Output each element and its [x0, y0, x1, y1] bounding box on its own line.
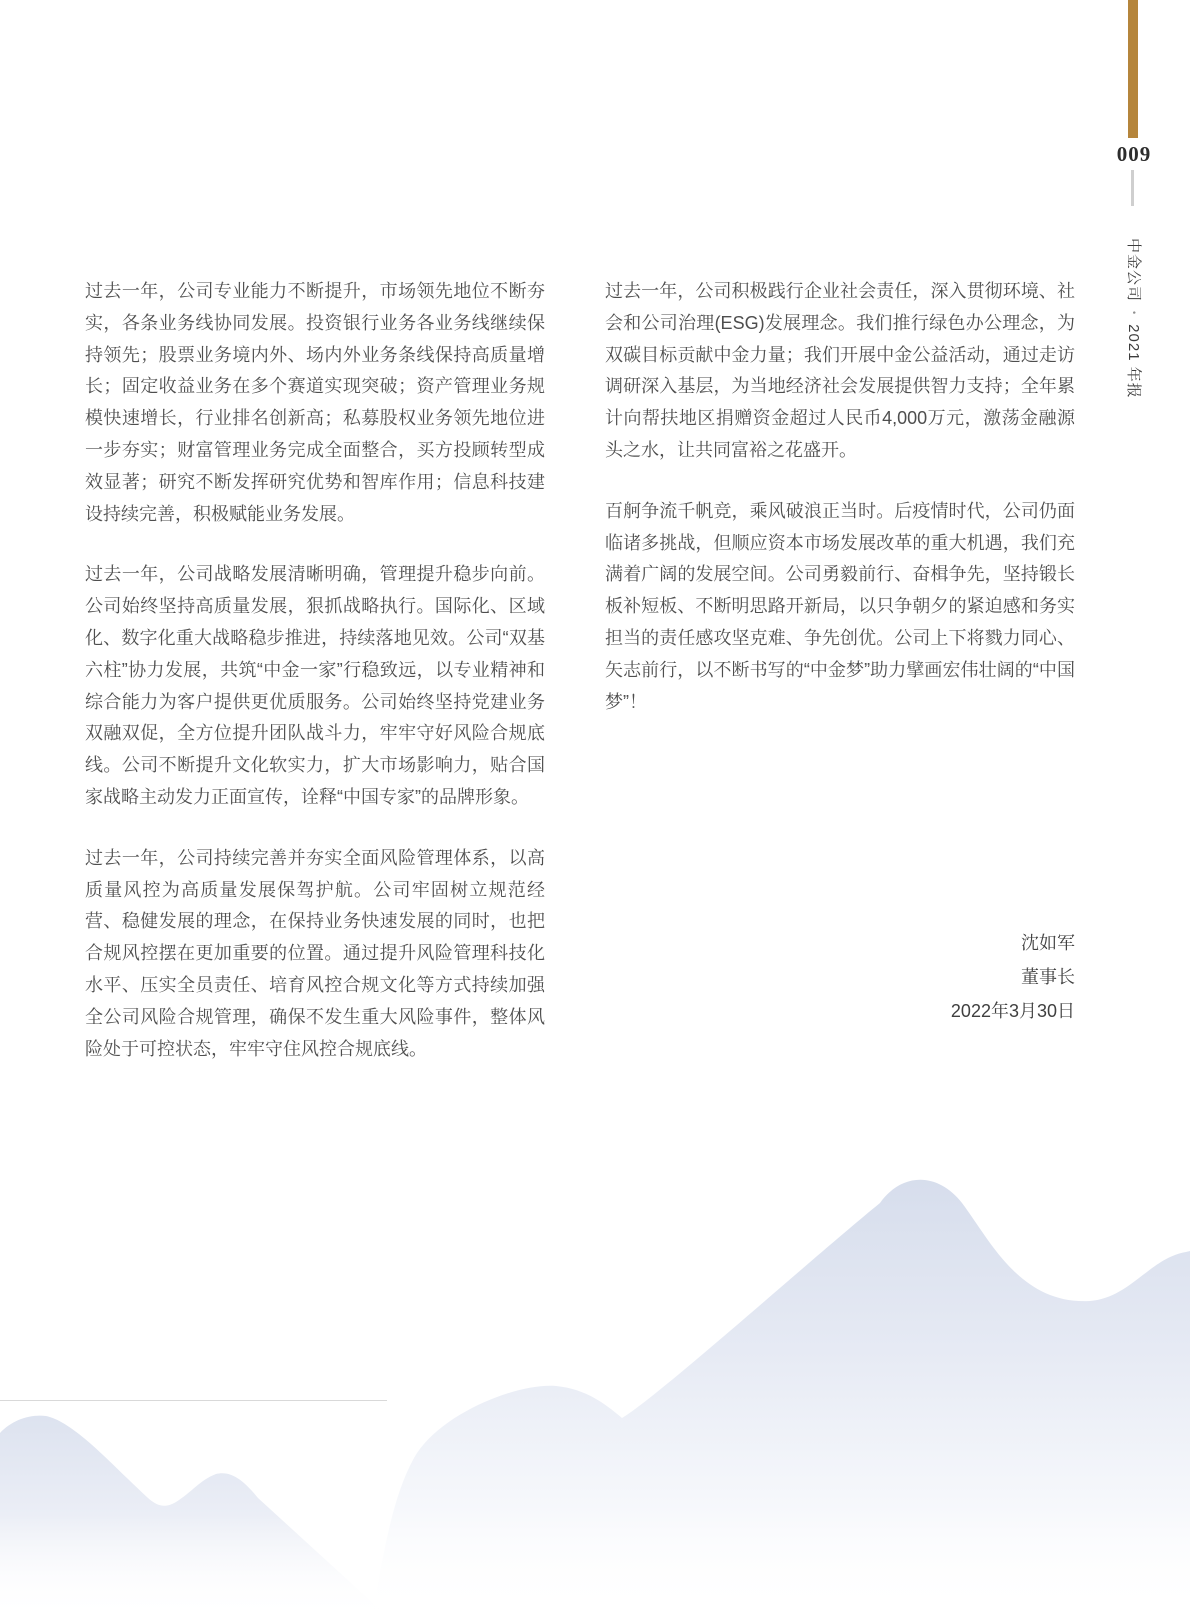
paragraph: 百舸争流千帆竞，乘风破浪正当时。后疫情时代，公司仍面临诸多挑战，但顺应资本市场发展改革的重大机遇，我们充满着广阔的发展空间。公司勇毅前行、奋楫争先，坚持锻长板补短板、不断明思路开新局，以只争朝夕的紧迫感和务实担当的责任感攻坚克难、争先创优。公司上下将戮力同心、矢志前行，以不断书写的“中金梦”助力擘画宏伟壮阔的“中国梦”！	[605, 500, 1075, 712]
paragraph: 过去一年，公司积极践行企业社会责任，深入贯彻环境、社会和公司治理(ESG)发展理念。我们推行绿色办公理念，为双碳目标贡献中金力量；我们开展中金公益活动，通过走访调研深入基层，为当地经济社会发展提供智力支持；全年累计向帮扶地区捐赠资金超过人民币4,000万元，激荡金融源头之水，让共同富裕之花盛开。	[605, 281, 1075, 460]
spine-tick-divider	[1131, 170, 1134, 206]
signature-block	[605, 926, 1075, 1028]
spine-bullet-separator: •	[1129, 311, 1139, 316]
page-number: 009	[1116, 142, 1152, 166]
spine-report-year: 2021 年报	[1125, 324, 1142, 399]
mountain-large	[372, 1180, 1190, 1615]
chairman-name: 沈如军	[1021, 933, 1075, 953]
spine-company-name: 中金公司	[1125, 238, 1142, 303]
left-text-column	[85, 276, 545, 1065]
signature-date: 2022年3月30日	[950, 1001, 1075, 1021]
paragraph: 过去一年，公司战略发展清晰明确，管理提升稳步向前。公司始终坚持高质量发展，狠抓战略执行。国际化、区域化、数字化重大战略稳步推进，持续落地见效。公司“双基六柱”协力发展，共筑“中金一家”行稳致远，以专业精神和综合能力为客户提供更优质服务。公司始终坚持党建业务双融双促，全方位提升团队战斗力，牢牢守好风险合规底线。公司不断提升文化软实力，扩大市场影响力，贴合国家战略主动发力正面宣传，诠释“中国专家”的品牌形象。	[85, 564, 545, 807]
mountain-silhouette-graphic	[0, 1100, 1190, 1615]
paragraph: 过去一年，公司专业能力不断提升，市场领先地位不断夯实，各条业务线协同发展。投资银行业务各业务线继续保持领先；股票业务境内外、场内外业务条线保持高质量增长；固定收益业务在多个赛道实现突破；资产管理业务规模快速增长，行业排名创新高；私募股权业务领先地位进一步夯实；财富管理业务完成全面整合，买方投顾转型成效显著；研究不断发挥研究优势和智库作用；信息科技建设持续完善，积极赋能业务发展。	[85, 281, 545, 524]
gold-accent-bar	[1128, 0, 1138, 138]
right-text-column	[605, 276, 1075, 718]
chairman-title: 董事长	[1021, 967, 1075, 987]
spine-vertical-caption	[1125, 238, 1142, 399]
mountain-small-left	[0, 1416, 386, 1615]
paragraph: 过去一年，公司持续完善并夯实全面风险管理体系，以高质量风控为高质量发展保驾护航。公司牢固树立规范经营、稳健发展的理念，在保持业务快速发展的同时，也把合规风控摆在更加重要的位置。通过提升风险管理科技化水平、压实全员责任、培育风控合规文化等方式持续加强全公司风险合规管理，确保不发生重大风险事件，整体风险处于可控状态，牢牢守住风控合规底线。	[85, 847, 545, 1059]
